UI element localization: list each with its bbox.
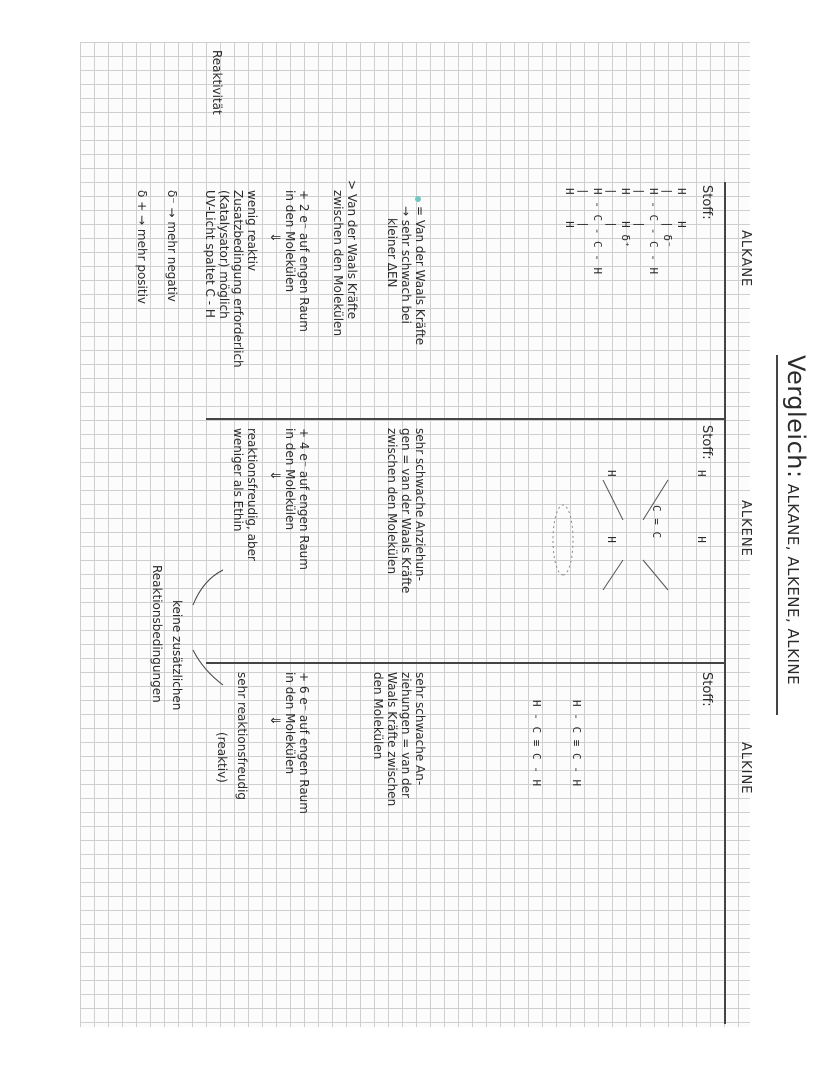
alkine-electrons-1: + 6 e⁻ auf engen Raum [297, 672, 311, 814]
column-header-alkane: ALKANE [738, 230, 753, 288]
alkane-vdw-line-1: = Van der Waals Kräfte [413, 206, 427, 346]
alkene-attraction-1: sehr schwache Anziehun- [413, 428, 427, 581]
column-header-alkene: ALKENE [738, 500, 753, 557]
alkine-formula-2: H - C ≡ C - H [530, 700, 543, 787]
bond-line [643, 480, 668, 520]
alkine-implies-arrow: ⇓ [267, 715, 282, 726]
alkane-reactivity-2: Zusatzbedingung erforderlich [231, 190, 245, 368]
alkine-attraction-2: ziehungen = van der [399, 672, 413, 798]
alkene-formula-mid: C = C [650, 505, 663, 539]
footnote-line-1: keine zusätzlichen [170, 600, 184, 711]
alkine-reactivity-1: sehr reaktionsfreudig [235, 672, 249, 801]
column-divider-2 [206, 662, 726, 664]
alkane-electrons-2: in den Molekülen [283, 190, 297, 293]
arrow-line [193, 570, 223, 605]
page-title [782, 355, 810, 685]
alkine-attraction-1: sehr schwache An- [413, 672, 427, 786]
alkene-electrons-1: + 4 e⁻ auf engen Raum [297, 428, 311, 570]
table-header-line [725, 182, 727, 1024]
alkane-reactivity-1: wenig reaktiv [245, 190, 259, 272]
alkine-electrons-2: in den Molekülen [283, 672, 297, 775]
alkene-reactivity-2: weniger als Ethin [231, 428, 245, 532]
footnote-line-2: Reaktionsbedingungen [150, 565, 164, 703]
alkane-reactivity-4: UV-Licht spaltet C - H [203, 190, 217, 318]
alkane-vdw-line-3: kleiner ΔEN [385, 218, 399, 288]
highlight-dot-icon [415, 196, 421, 202]
alkine-formula-1: H - C ≡ C - H [570, 700, 583, 787]
alkene-electrons-2: in den Molekülen [283, 428, 297, 531]
alkene-structure-sketch [513, 440, 713, 640]
alkane-stoff-label: Stoff: [699, 185, 714, 220]
column-divider-1 [206, 418, 726, 420]
alkene-formula-top: H H [695, 470, 708, 543]
alkene-attraction-3: zwischen den Molekülen [385, 428, 399, 575]
alkene-reactivity-1: reaktionsfreudig, aber [245, 428, 259, 561]
alkane-vdw-title-2: zwischen den Molekülen [331, 190, 345, 337]
alkene-implies-arrow: ⇓ [267, 470, 282, 481]
alkine-reactivity-2: (reaktiv) [215, 732, 229, 783]
alkane-implies-arrow: ⇓ [267, 232, 282, 243]
delta-minus-note: δ⁻ → mehr negativ [165, 190, 179, 302]
alkine-attraction-3: Waals Kräfte zwischen [385, 672, 399, 807]
alkane-vdw-line-2: → sehr schwach bei [399, 206, 413, 324]
alkane-vdw-title-1: > Van der Waals Kräfte [345, 180, 359, 320]
title-underline [777, 355, 779, 715]
column-header-alkine: ALKINE [738, 742, 753, 795]
arrow-line [193, 650, 223, 685]
title-main: Vergleich: [782, 355, 810, 479]
alkene-stoff-label: Stoff: [699, 425, 714, 460]
alkane-electrons-1: + 2 e⁻ auf engen Raum [297, 190, 311, 332]
alkene-formula-bottom: H H [605, 470, 618, 543]
title-sub: ALKANE, ALKENE, ALKINE [784, 483, 802, 686]
bond-line [643, 560, 668, 590]
bond-line [603, 560, 623, 590]
delta-plus-note: δ + → mehr positiv [135, 190, 149, 305]
electron-cloud-sketch [553, 505, 573, 575]
bond-line [603, 480, 623, 520]
alkine-stoff-label: Stoff: [699, 672, 714, 707]
row-label-reactivity: Reaktivität [210, 50, 224, 115]
alkene-attraction-2: gen = van der Waals Kräfte [399, 428, 413, 594]
alkane-reactivity-3: (Katalysator) möglich [217, 190, 231, 319]
alkine-attraction-4: den Molekülen [371, 672, 385, 760]
alkane-structural-formula: H H | | δ⁻ H - C - C - H | | H H δ⁺ | | H - C - C - H | | H H [563, 188, 688, 275]
